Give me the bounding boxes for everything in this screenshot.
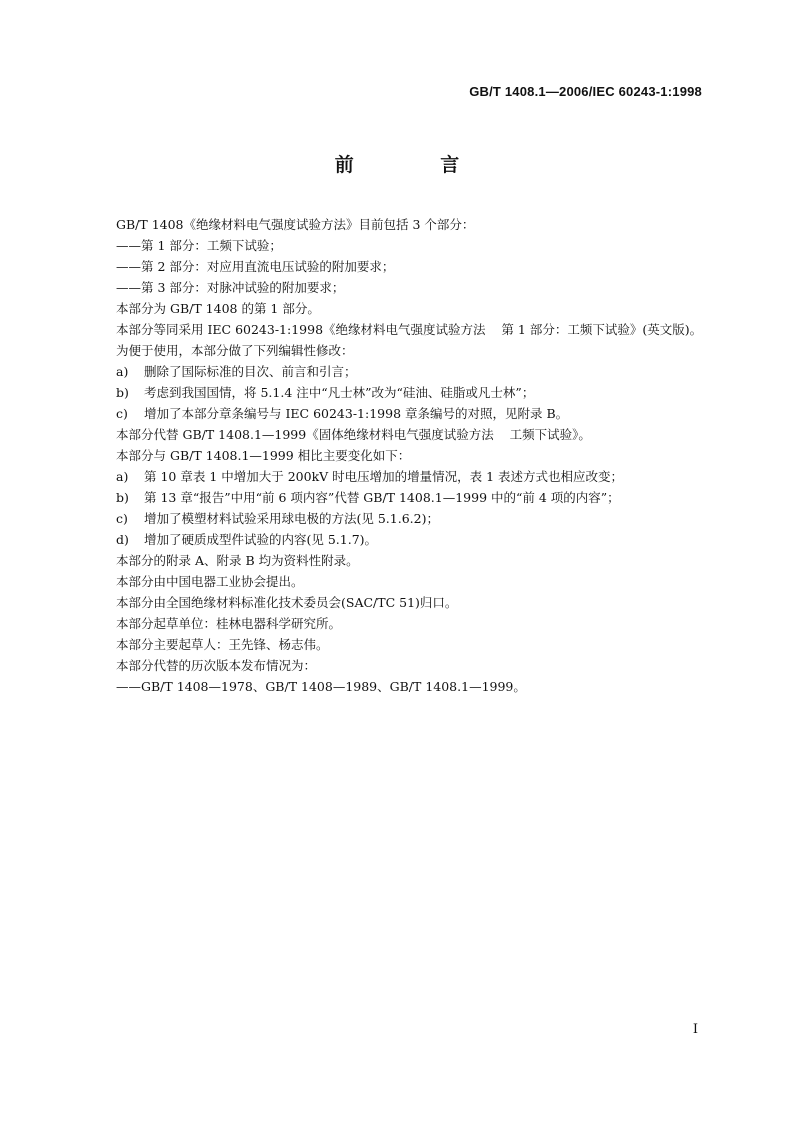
paragraph: ——第 3 部分：对脉冲试验的附加要求； bbox=[116, 280, 345, 295]
page-number: I bbox=[692, 1022, 698, 1037]
list-item-label: c) bbox=[116, 406, 128, 421]
paragraph: 本部分主要起草人：王先锋、杨志伟。 bbox=[116, 637, 329, 652]
foreword-body bbox=[88, 214, 708, 697]
list-item-text: 增加了本部分章条编号与 IEC 60243-1:1998 章条编号的对照，见附录 B。 bbox=[144, 406, 569, 421]
list-item-text: 考虑到我国国情，将 5.1.4 注中“凡士林”改为“硅油、硅脂或凡士林”； bbox=[144, 385, 535, 400]
list-item-text: 增加了硬质成型件试验的内容(见 5.1.7)。 bbox=[144, 532, 378, 547]
document-code-header: GB/T 1408.1—2006/IEC 60243-1:1998 bbox=[469, 84, 702, 99]
list-item bbox=[88, 403, 708, 424]
paragraph: 本部分等同采用 IEC 60243-1:1998《绝缘材料电气强度试验方法 第 1 部分：工频下试验》(英文版)。 bbox=[116, 322, 703, 337]
list-item-text: 第 13 章“报告”中用“前 6 项内容”代替 GB/T 1408.1—1999 中的“前 4 项的内容”； bbox=[144, 490, 620, 505]
list-item-text: 第 10 章表 1 中增加大于 200kV 时电压增加的增量情况，表 1 表述方式也相应改变； bbox=[144, 469, 624, 484]
paragraph: 本部分由中国电器工业协会提出。 bbox=[116, 574, 304, 589]
paragraph: ——GB/T 1408—1978、GB/T 1408—1989、GB/T 1408.1—1999。 bbox=[116, 679, 526, 694]
list-item bbox=[88, 466, 708, 487]
paragraph: ——第 2 部分：对应用直流电压试验的附加要求； bbox=[116, 259, 395, 274]
paragraph: 本部分代替 GB/T 1408.1—1999《固体绝缘材料电气强度试验方法 工频下试验》。 bbox=[116, 427, 591, 442]
paragraph: ——第 1 部分：工频下试验； bbox=[116, 238, 282, 253]
page-title: 前 言 bbox=[334, 154, 500, 176]
list-item bbox=[88, 382, 708, 403]
list-item-label: c) bbox=[116, 511, 128, 526]
paragraph: 本部分的附录 A、附录 B 均为资料性附录。 bbox=[116, 553, 359, 568]
paragraph: 本部分起草单位：桂林电器科学研究所。 bbox=[116, 616, 342, 631]
list-item bbox=[88, 487, 708, 508]
paragraph: 为便于使用，本部分做了下列编辑性修改： bbox=[116, 343, 354, 358]
list-item-label: a) bbox=[116, 364, 129, 379]
paragraph: GB/T 1408《绝缘材料电气强度试验方法》目前包括 3 个部分： bbox=[116, 217, 475, 232]
list-item-label: b) bbox=[116, 385, 129, 400]
list-item bbox=[88, 361, 708, 382]
list-item-label: d) bbox=[116, 532, 129, 547]
list-item-label: a) bbox=[116, 469, 129, 484]
list-item-text: 增加了模塑材料试验采用球电极的方法(见 5.1.6.2)； bbox=[144, 511, 439, 526]
list-item-text: 删除了国际标准的目次、前言和引言； bbox=[144, 364, 357, 379]
list-item-label: b) bbox=[116, 490, 129, 505]
paragraph: 本部分与 GB/T 1408.1—1999 相比主要变化如下： bbox=[116, 448, 411, 463]
list-item bbox=[88, 508, 708, 529]
list-item bbox=[88, 529, 708, 550]
paragraph: 本部分为 GB/T 1408 的第 1 部分。 bbox=[116, 301, 320, 316]
paragraph: 本部分代替的历次版本发布情况为： bbox=[116, 658, 317, 673]
paragraph: 本部分由全国绝缘材料标准化技术委员会(SAC/TC 51)归口。 bbox=[116, 595, 458, 610]
